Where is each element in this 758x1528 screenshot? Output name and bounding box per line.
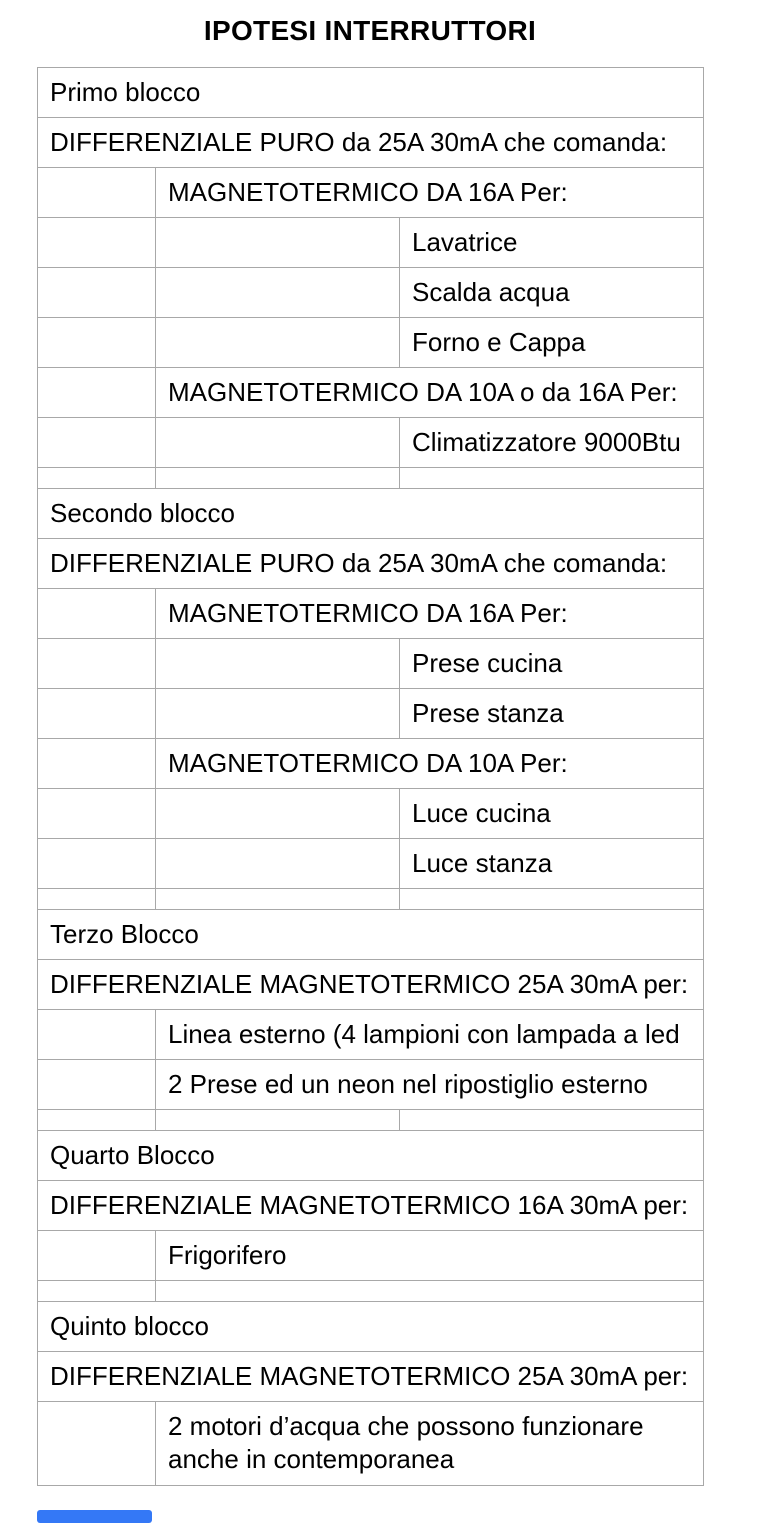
table-cell-empty xyxy=(156,839,400,889)
page-title: IPOTESI INTERRUTTORI xyxy=(203,15,537,46)
table-cell-empty xyxy=(156,268,400,318)
table-cell-empty xyxy=(38,1110,156,1131)
table-row xyxy=(38,118,704,168)
table-row xyxy=(38,168,704,218)
table-row xyxy=(38,1110,704,1131)
table-cell-text: MAGNETOTERMICO DA 16A Per: xyxy=(156,168,704,218)
table-row xyxy=(38,68,704,118)
table-row xyxy=(38,1352,704,1402)
table-row xyxy=(38,639,704,689)
table-cell-empty xyxy=(38,1060,156,1110)
breakers-table xyxy=(37,67,704,1486)
table-cell-empty xyxy=(156,418,400,468)
table-row xyxy=(38,1402,704,1486)
table-cell-empty xyxy=(38,689,156,739)
table-cell-empty xyxy=(38,218,156,268)
table-cell-text: 2 Prese ed un neon nel ripostiglio esterno xyxy=(156,1060,704,1110)
table-cell-text: Quinto blocco xyxy=(38,1302,704,1352)
table-cell-text: Quarto Blocco xyxy=(38,1131,704,1181)
table-row xyxy=(38,489,704,539)
table-row xyxy=(38,1131,704,1181)
table-cell-text: DIFFERENZIALE MAGNETOTERMICO 16A 30mA per: xyxy=(38,1181,704,1231)
table-cell-text: DIFFERENZIALE PURO da 25A 30mA che comanda: xyxy=(38,539,704,589)
table-row xyxy=(38,739,704,789)
table-cell-empty xyxy=(156,639,400,689)
table-cell-empty xyxy=(38,839,156,889)
table-row xyxy=(38,589,704,639)
table-row xyxy=(38,318,704,368)
table-cell-text: 2 motori d’acqua che possono funzionare anche in contemporanea xyxy=(156,1402,704,1486)
table-row xyxy=(38,960,704,1010)
table-cell-empty xyxy=(156,889,400,910)
table-row xyxy=(38,889,704,910)
table-row xyxy=(38,839,704,889)
table-row xyxy=(38,468,704,489)
table-cell-text: DIFFERENZIALE MAGNETOTERMICO 25A 30mA per: xyxy=(38,960,704,1010)
table-cell-empty xyxy=(156,1110,400,1131)
table-cell-text: Terzo Blocco xyxy=(38,910,704,960)
table-cell-empty xyxy=(400,468,704,489)
table-cell-empty xyxy=(38,468,156,489)
table-cell-empty xyxy=(38,589,156,639)
table-row xyxy=(38,539,704,589)
table-cell-empty xyxy=(38,1231,156,1281)
table-cell-text: MAGNETOTERMICO DA 10A Per: xyxy=(156,739,704,789)
table-row xyxy=(38,268,704,318)
table-cell-empty xyxy=(38,739,156,789)
table-row xyxy=(38,368,704,418)
table-cell-text: Luce cucina xyxy=(400,789,704,839)
table-cell-text: Linea esterno (4 lampioni con lampada a led xyxy=(156,1010,704,1060)
table-row xyxy=(38,789,704,839)
table-cell-text: Frigorifero xyxy=(156,1231,704,1281)
table-cell-empty xyxy=(156,218,400,268)
table-cell-text: Forno e Cappa xyxy=(400,318,704,368)
table-cell-text: Luce stanza xyxy=(400,839,704,889)
table-cell-text: Secondo blocco xyxy=(38,489,704,539)
table-cell-empty xyxy=(400,1110,704,1131)
table-row xyxy=(38,418,704,468)
table-cell-text: Prese stanza xyxy=(400,689,704,739)
table-cell-empty xyxy=(38,318,156,368)
table-cell-text: Scalda acqua xyxy=(400,268,704,318)
table-cell-empty xyxy=(38,639,156,689)
table-cell-text: Climatizzatore 9000Btu xyxy=(400,418,704,468)
table-cell-empty xyxy=(156,1281,704,1302)
table-cell-empty xyxy=(38,418,156,468)
table-cell-text: DIFFERENZIALE PURO da 25A 30mA che comanda: xyxy=(38,118,704,168)
table-cell-empty xyxy=(156,318,400,368)
table-cell-text: MAGNETOTERMICO DA 16A Per: xyxy=(156,589,704,639)
table-row xyxy=(38,1231,704,1281)
table-cell-empty xyxy=(38,1010,156,1060)
table-row xyxy=(38,1181,704,1231)
table-row xyxy=(38,910,704,960)
table-cell-text: MAGNETOTERMICO DA 10A o da 16A Per: xyxy=(156,368,704,418)
table-row xyxy=(38,689,704,739)
table-cell-empty xyxy=(38,268,156,318)
table-row xyxy=(38,218,704,268)
document-page xyxy=(37,14,703,1486)
table-cell-empty xyxy=(38,168,156,218)
table-cell-text: DIFFERENZIALE MAGNETOTERMICO 25A 30mA per: xyxy=(38,1352,704,1402)
table-cell-empty xyxy=(156,689,400,739)
table-cell-empty xyxy=(38,1402,156,1486)
table-cell-text: Lavatrice xyxy=(400,218,704,268)
table-row xyxy=(38,1302,704,1352)
table-row xyxy=(38,1281,704,1302)
table-cell-empty xyxy=(400,889,704,910)
table-cell-text: Prese cucina xyxy=(400,639,704,689)
table-handle-bar[interactable] xyxy=(37,1510,152,1523)
table-cell-empty xyxy=(38,1281,156,1302)
table-row xyxy=(38,1060,704,1110)
table-row xyxy=(38,1010,704,1060)
table-cell-empty xyxy=(38,368,156,418)
table-cell-empty xyxy=(156,789,400,839)
table-cell-empty xyxy=(38,889,156,910)
table-cell-empty xyxy=(156,468,400,489)
table-cell-empty xyxy=(38,789,156,839)
table-cell-text: Primo blocco xyxy=(38,68,704,118)
